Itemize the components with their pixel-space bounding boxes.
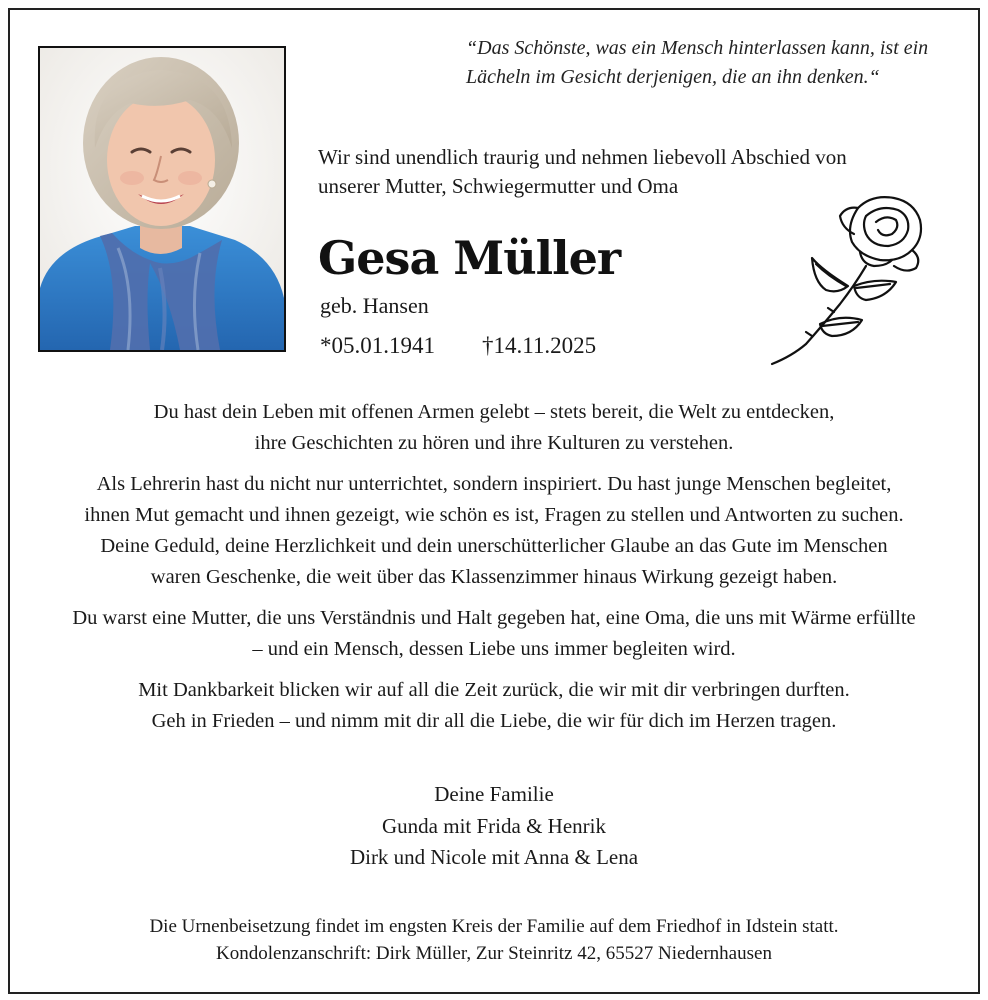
quote-line: “Das Schönste, was ein Mensch hinterlassen kann, ist ein <box>466 37 929 59</box>
rose-icon <box>762 186 934 366</box>
family-signature <box>20 779 968 874</box>
body-paragraph <box>20 469 968 593</box>
body-line: Geh in Frieden – und nimm mit dir all die Liebe, die wir für dich im Herzen tragen. <box>151 710 837 732</box>
funeral-notice <box>20 913 968 967</box>
body-line: – und ein Mensch, dessen Liebe uns immer begleiten wird. <box>252 638 736 660</box>
body-line: waren Geschenke, die weit über das Klassenzimmer hinaus Wirkung gezeigt haben. <box>150 566 838 588</box>
intro-line: Wir sind unendlich traurig und nehmen liebevoll Abschied von <box>318 145 847 169</box>
death-date: †14.11.2025 <box>482 333 597 358</box>
body-line: Deine Geduld, deine Herzlichkeit und dein unerschütterlicher Glaube an das Gute im Menschen <box>100 535 888 557</box>
deceased-name: Gesa Müller <box>318 231 621 285</box>
condolence-address: Kondolenzanschrift: Dirk Müller, Zur Steinritz 42, 65527 Niedernhausen <box>216 943 772 964</box>
body-line: ihre Geschichten zu hören und ihre Kulturen zu verstehen. <box>254 432 734 454</box>
family-heading: Deine Familie <box>434 782 554 806</box>
birth-date: *05.01.1941 <box>320 333 435 358</box>
family-member-line: Gunda mit Frida & Henrik <box>382 813 606 838</box>
burial-info: Die Urnenbeisetzung findet im engsten Kreis der Familie auf dem Friedhof in Idstein statt. <box>149 916 839 937</box>
quote-line: Lächeln im Gesicht derjenigen, die an ihn denken.“ <box>466 66 880 88</box>
obituary-body <box>20 397 968 747</box>
family-member-line: Dirk und Nicole mit Anna & Lena <box>349 845 639 869</box>
body-paragraph <box>20 675 968 737</box>
epigraph-quote <box>466 34 966 92</box>
portrait-photo <box>38 46 286 352</box>
body-line: Als Lehrerin hast du nicht nur unterrichtet, sondern inspiriert. Du hast junge Menschen begleitet, <box>96 473 892 495</box>
body-paragraph <box>20 397 968 459</box>
body-line: Du warst eine Mutter, die uns Verständnis und Halt gegeben hat, eine Oma, die uns mit Wärme erfüllte <box>72 607 916 629</box>
body-line: Du hast dein Leben mit offenen Armen gelebt – stets bereit, die Welt zu entdecken, <box>153 401 835 423</box>
body-line: Mit Dankbarkeit blicken wir auf all die Zeit zurück, die wir mit dir verbringen durften. <box>138 679 850 701</box>
body-line: ihnen Mut gemacht und ihnen gezeigt, wie schön es ist, Fragen zu stellen und Antworten zu suchen. <box>84 504 904 526</box>
birth-name: geb. Hansen <box>320 293 429 318</box>
body-paragraph <box>20 603 968 665</box>
intro-line: unserer Mutter, Schwiegermutter und Oma <box>318 174 679 198</box>
